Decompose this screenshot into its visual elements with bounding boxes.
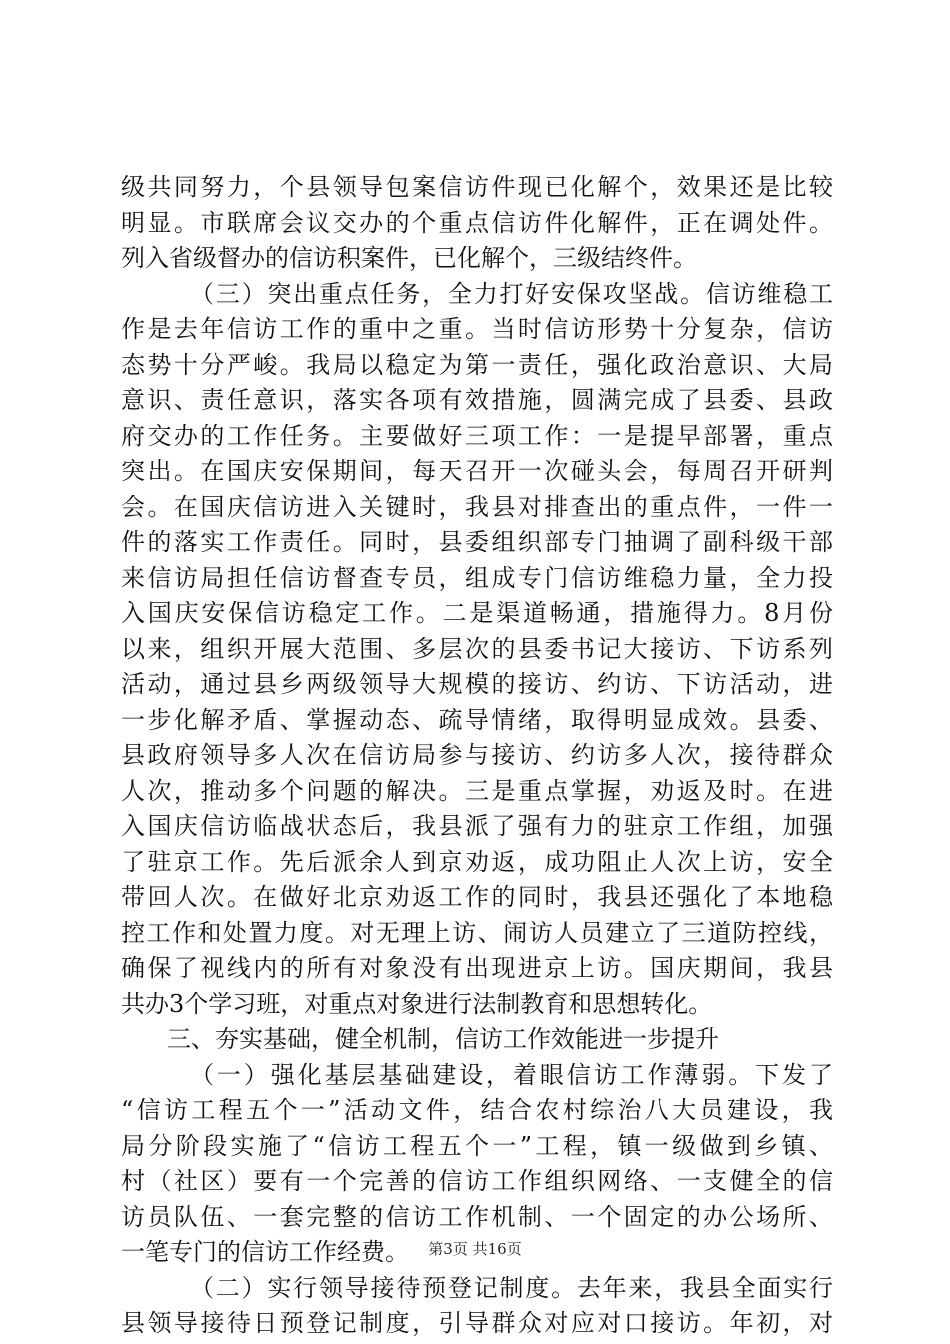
text-line: 县领导接待日预登记制度，引导群众对应对口接访。年初，对	[121, 1309, 833, 1337]
text-line: 明显。市联席会议交办的个重点信访件化解件，正在调处件。	[121, 208, 833, 237]
text-line: “信访工程五个一”活动文件，结合农村综治八大员建设，我	[121, 1096, 833, 1124]
text-line: 活动，通过县乡两级领导大规模的接访、约访、下访活动，进	[121, 670, 833, 698]
text-line: 访员队伍、一套完整的信访工作机制、一个固定的办公场所、	[121, 1202, 833, 1231]
text-line: 局分阶段实施了“信访工程五个一”工程，镇一级做到乡镇、	[121, 1131, 833, 1160]
text-line: 件的落实工作责任。同时，县委组织部专门抽调了副科级干部	[121, 528, 833, 556]
section-heading: 三、夯实基础，健全机制，信访工作效能进一步提升	[167, 1025, 719, 1053]
text-line: 共办3个学习班，对重点对象进行法制教育和思想转化。	[121, 989, 713, 1018]
text-line: 列入省级督办的信访积案件，已化解个，三级结终件。	[121, 244, 697, 272]
paragraph-start-line: （一）强化基层基础建设，着眼信访工作薄弱。下发了	[190, 1060, 833, 1089]
text-line: 意识、责任意识，落实各项有效措施，圆满完成了县委、县政	[121, 386, 833, 414]
text-line: 带回人次。在做好北京劝返工作的同时，我县还强化了本地稳	[121, 883, 833, 911]
text-line: 以来，组织开展大范围、多层次的县委书记大接访、下访系列	[121, 634, 833, 663]
text-line: 府交办的工作任务。主要做好三项工作：一是提早部署，重点	[121, 421, 833, 450]
paragraph-start-line: （三）突出重点任务，全力打好安保攻坚战。信访维稳工	[190, 279, 833, 308]
text-line: 入国庆安保信访稳定工作。二是渠道畅通，措施得力。8月份	[121, 599, 833, 627]
text-line: 控工作和处置力度。对无理上访、闹访人员建立了三道防控线，	[121, 918, 833, 947]
text-line: 了驻京工作。先后派余人到京劝返，成功阻止人次上访，安全	[121, 847, 833, 876]
text-line: 态势十分严峻。我局以稳定为第一责任，强化政治意识、大局	[121, 350, 833, 379]
text-line: 作是去年信访工作的重中之重。当时信访形势十分复杂，信访	[121, 315, 833, 343]
text-line: 突出。在国庆安保期间，每天召开一次碰头会，每周召开研判	[121, 457, 833, 485]
text-line: 级共同努力，个县领导包案信访件现已化解个，效果还是比较	[121, 173, 833, 201]
text-line: 确保了视线内的所有对象没有出现进京上访。国庆期间，我县	[121, 954, 833, 982]
document-body	[121, 170, 833, 1342]
paragraph-start-line: （二）实行领导接待预登记制度。去年来，我县全面实行	[190, 1273, 833, 1302]
text-line: 人次，推动多个问题的解决。三是重点掌握，劝返及时。在进	[121, 776, 833, 805]
text-line: 入国庆信访临战状态后，我县派了强有力的驻京工作组，加强	[121, 812, 833, 840]
text-line: 来信访局担任信访督查专员，组成专门信访维稳力量，全力投	[121, 563, 833, 592]
text-line: 村（社区）要有一个完善的信访工作组织网络、一支健全的信	[121, 1167, 833, 1195]
text-line: 一笔专门的信访工作经费。	[121, 1238, 409, 1266]
text-line: 一步化解矛盾、掌握动态、疏导情绪，取得明显成效。县委、	[121, 705, 833, 734]
page-number-footer: 第3页 共16页	[428, 1240, 522, 1258]
text-line: 会。在国庆信访进入关键时，我县对排查出的重点件，一件一	[121, 492, 833, 521]
text-line: 县政府领导多人次在信访局参与接访、约访多人次，接待群众	[121, 741, 833, 769]
